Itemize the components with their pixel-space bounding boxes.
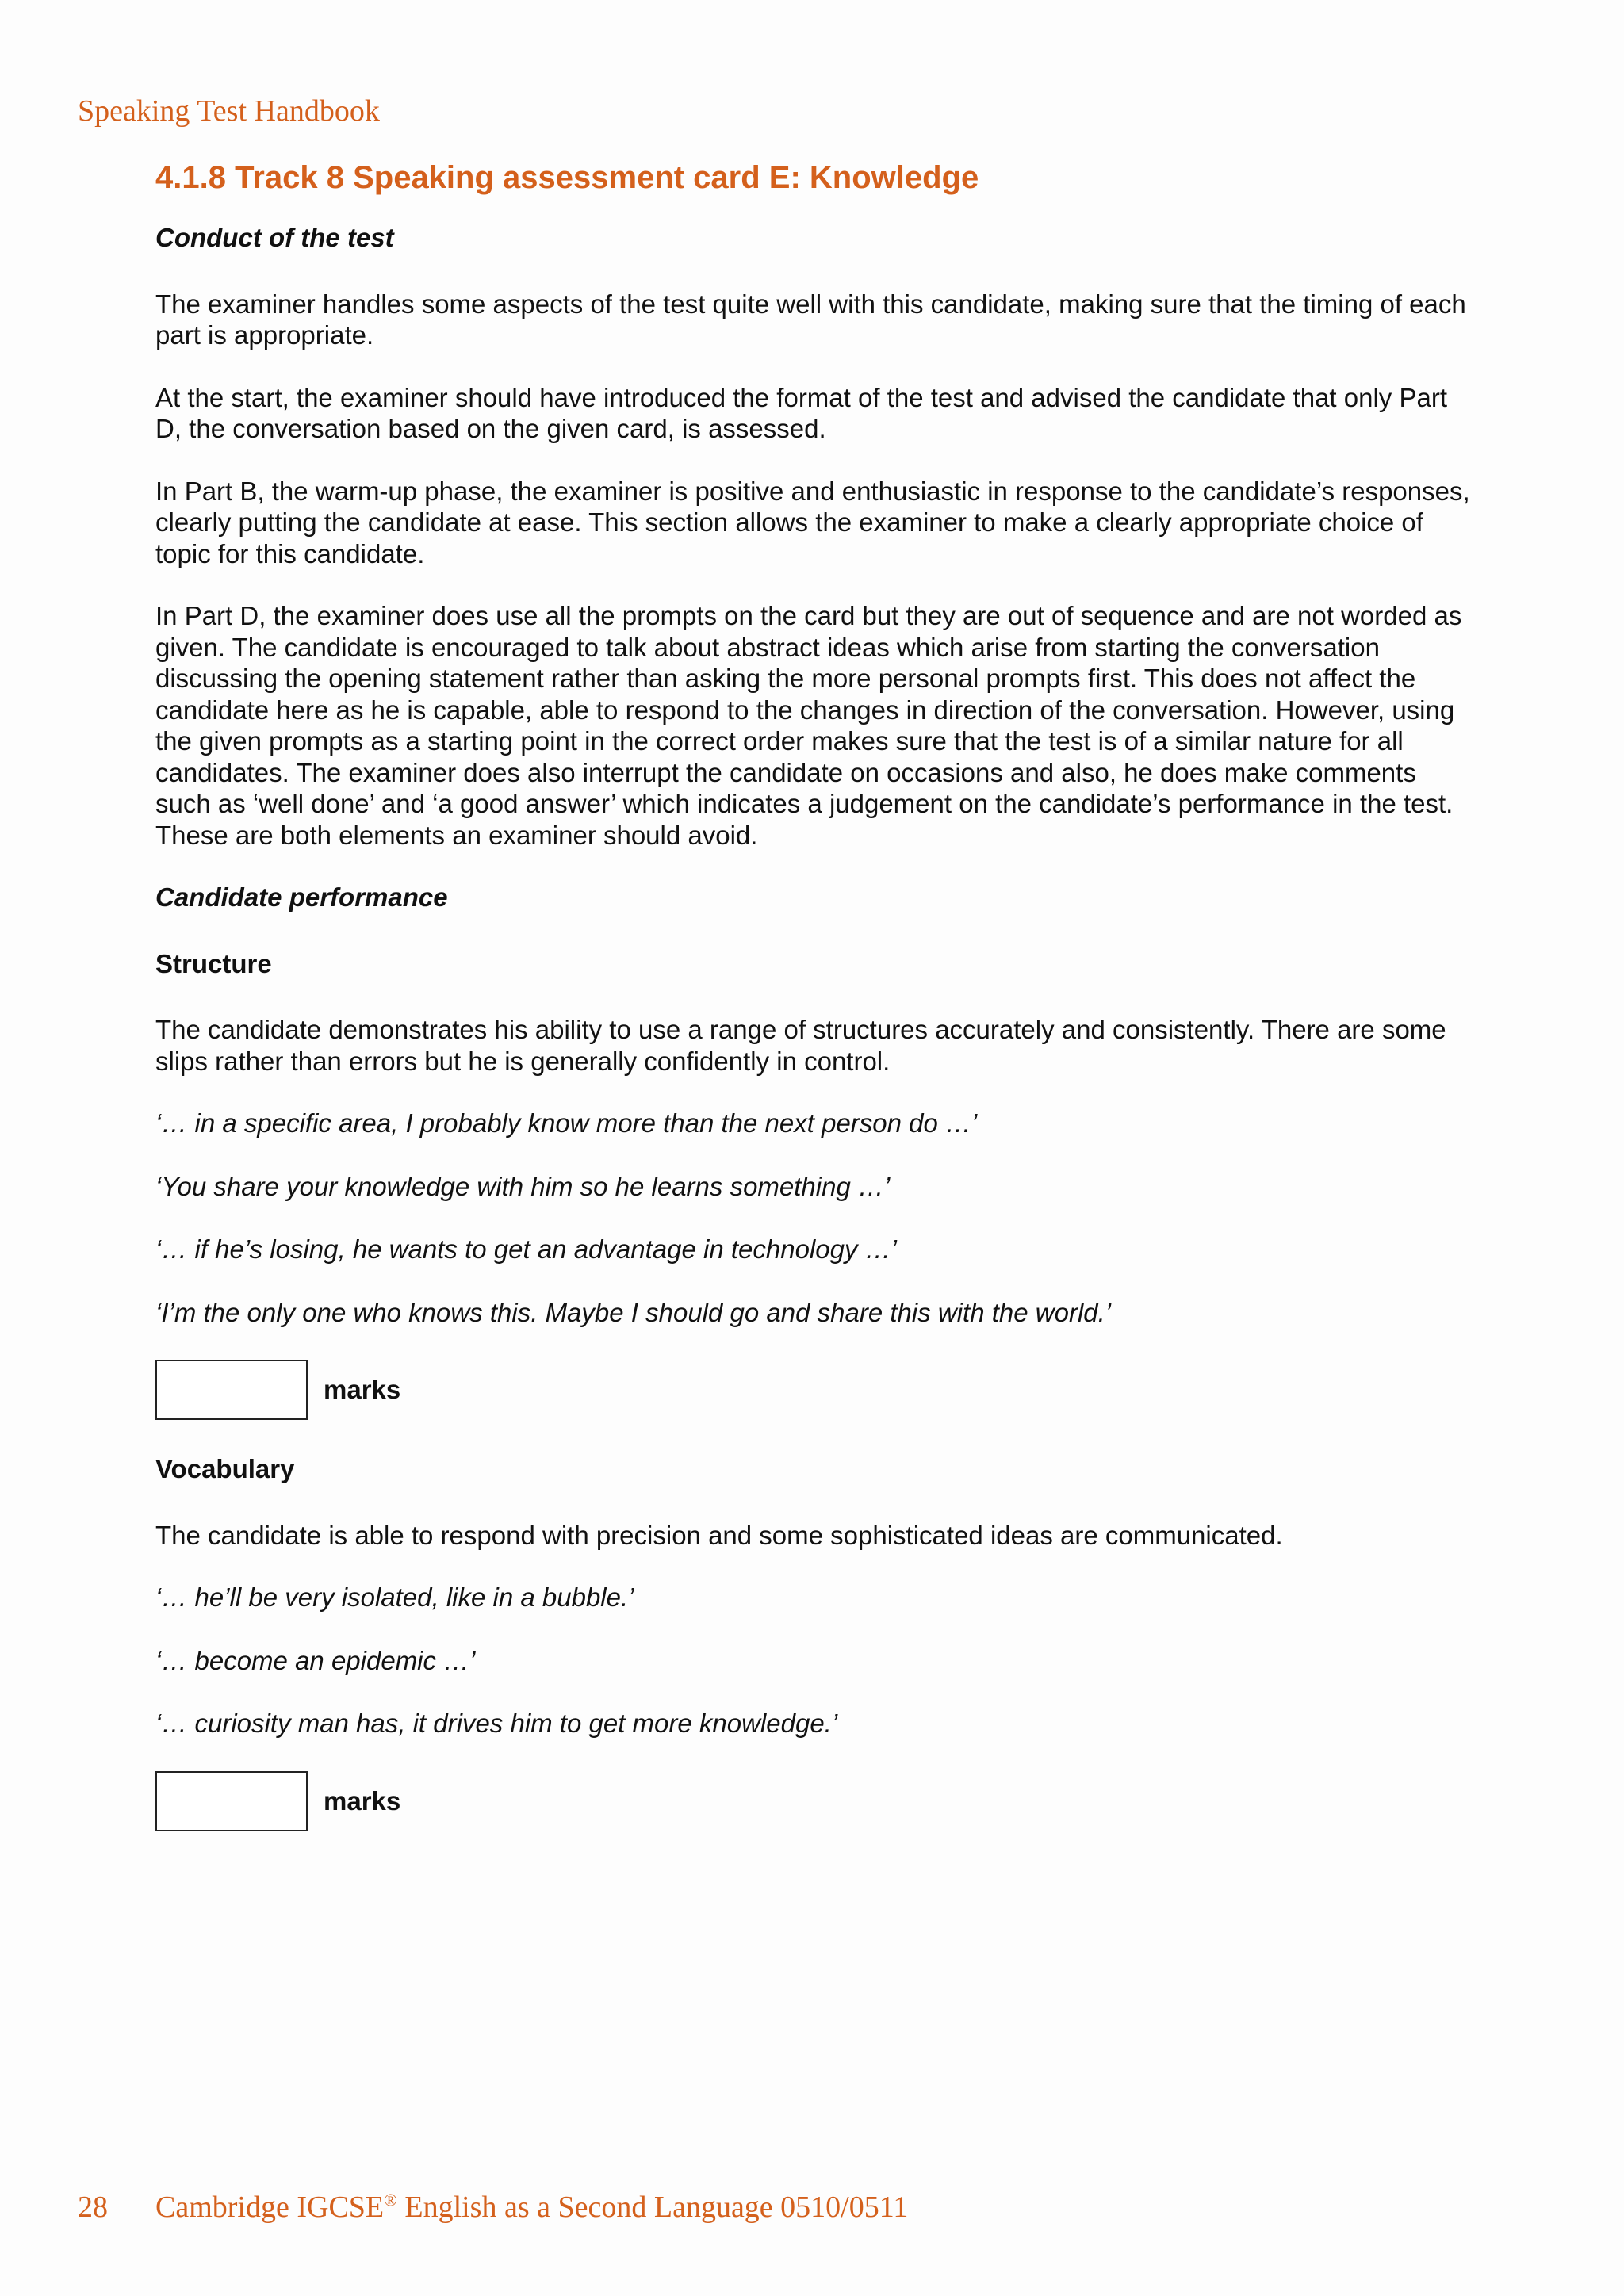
- section-title: 4.1.8 Track 8 Speaking assessment card E: Knowledge: [155, 160, 979, 195]
- structure-marks-label: marks: [324, 1375, 401, 1405]
- conduct-heading: Conduct of the test: [155, 223, 394, 252]
- conduct-paragraph: In Part D, the examiner does use all the prompts on the card but they are out of sequence and are not worded as given. The candidate is encouraged to talk about abstract ideas which arise from starting the conversation discussing the opening statement rather than asking the more personal prompts first. This does not affect the candidate here as he is capable, able to respond to the changes in direction of the conversation. However, using the given prompts as a starting point in the correct order makes sure that the test is of a similar nature for all candidates. The examiner does also interrupt the candidate on occasions and also, he does make comments such as ‘well done’ and ‘a good answer’ which indicates a judgement on the candidate’s performance in the test. These are both elements an examiner should avoid.: [155, 601, 1462, 850]
- footer-title: Cambridge IGCSE: [155, 2191, 385, 2224]
- structure-quote: ‘… in a specific area, I probably know more than the next person do …’: [155, 1108, 978, 1138]
- structure-heading: Structure: [155, 948, 272, 978]
- structure-marks-box[interactable]: [155, 1360, 308, 1420]
- footer-title-rest: English as a Second Language 0510/0511: [396, 2191, 909, 2224]
- performance-heading: Candidate performance: [155, 882, 448, 913]
- vocabulary-text: The candidate is able to respond with precision and some sophisticated ideas are communicated.: [155, 1520, 1283, 1550]
- structure-quote: ‘You share your knowledge with him so he learns something …’: [155, 1171, 891, 1201]
- main-content: [155, 159, 1472, 1865]
- vocabulary-quote: ‘… become an epidemic …’: [155, 1645, 476, 1675]
- conduct-paragraph: At the start, the examiner should have introduced the format of the test and advised the candidate that only Part D, the conversation based on the given card, is assessed.: [155, 382, 1447, 444]
- registered-mark: ®: [384, 2190, 397, 2210]
- vocabulary-marks-box[interactable]: [155, 1771, 308, 1831]
- structure-text: The candidate demonstrates his ability to use a range of structures accurately and consistently. There are some slips rather than errors but he is generally confidently in control.: [155, 1015, 1446, 1076]
- vocabulary-heading: Vocabulary: [155, 1454, 295, 1484]
- running-header: Speaking Test Handbook: [78, 94, 380, 128]
- vocabulary-quote: ‘… curiosity man has, it drives him to get more knowledge.’: [155, 1709, 838, 1739]
- page-footer: [78, 2190, 908, 2225]
- page-number: 28: [78, 2191, 108, 2224]
- conduct-paragraph: In Part B, the warm-up phase, the examiner is positive and enthusiastic in response to the candidate’s responses, clearly putting the candidate at ease. This section allows the examiner to make a clearly appropriate choice of topic for this candidate.: [155, 476, 1470, 568]
- structure-quote: ‘… if he’s losing, he wants to get an advantage in technology …’: [155, 1234, 897, 1265]
- vocabulary-marks: [155, 1771, 1472, 1831]
- vocabulary-quote: ‘… he’ll be very isolated, like in a bubble.’: [155, 1582, 634, 1613]
- structure-quote: ‘I’m the only one who knows this. Maybe I should go and share this with the world.’: [155, 1297, 1112, 1327]
- conduct-paragraph: The examiner handles some aspects of the test quite well with this candidate, making sure that the timing of each part is appropriate.: [155, 289, 1466, 350]
- vocabulary-marks-label: marks: [324, 1785, 401, 1816]
- structure-marks: [155, 1360, 1472, 1420]
